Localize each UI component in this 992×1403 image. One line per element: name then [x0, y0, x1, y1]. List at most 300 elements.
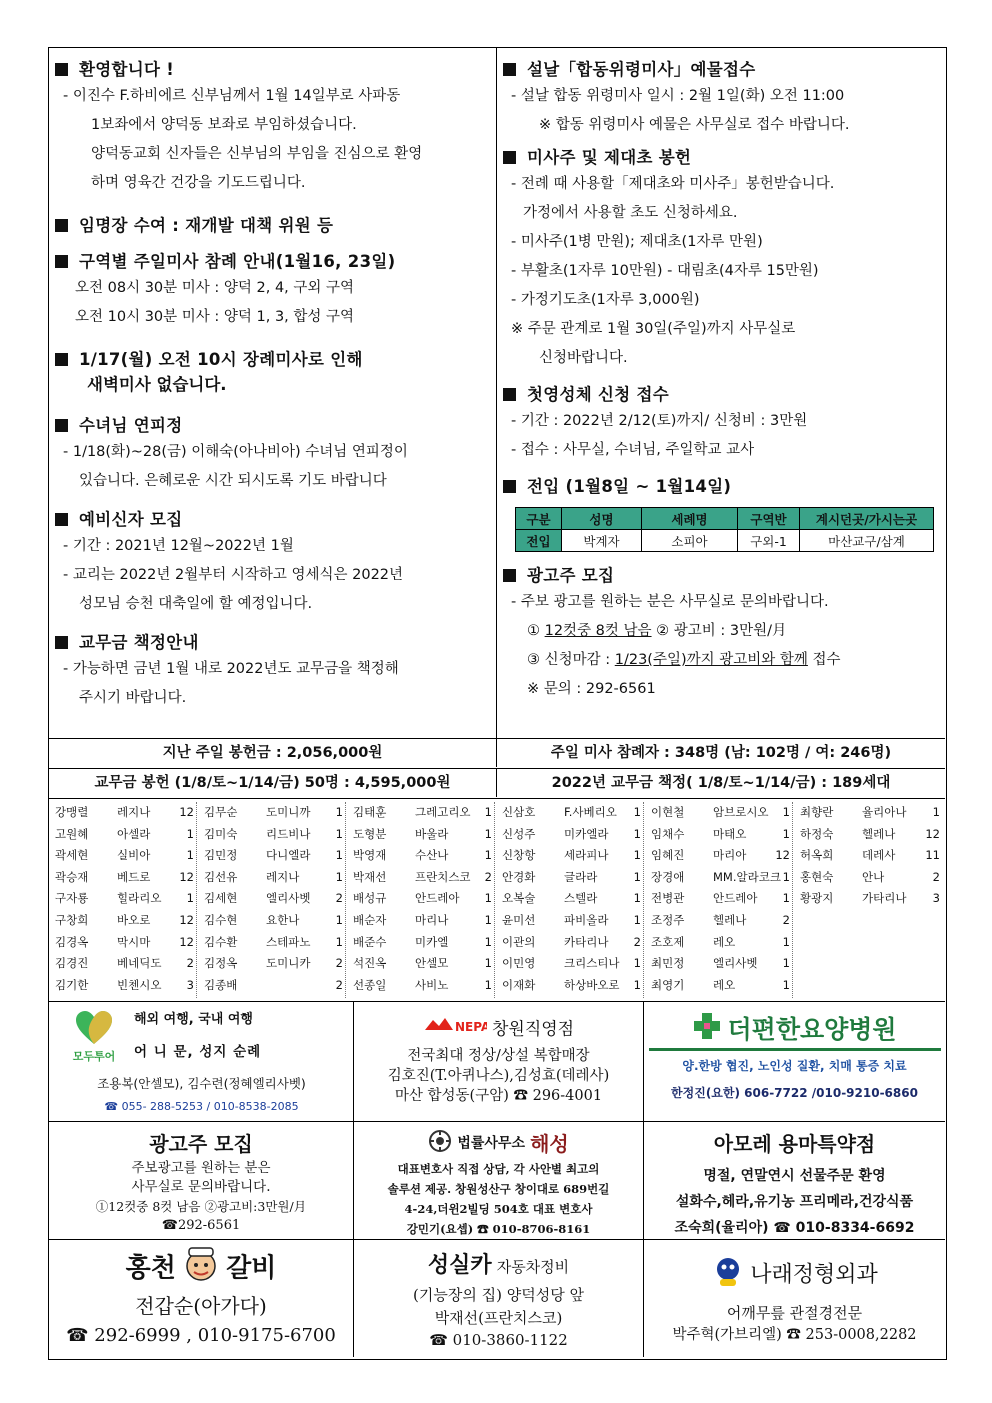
- table-header-row: [516, 508, 934, 530]
- donor-name: 윤미선: [502, 912, 536, 927]
- list-item: [347, 824, 494, 846]
- list-item: [496, 824, 643, 846]
- law-line: 대표변호사 직접 상담, 각 사안별 최고의: [397, 1162, 600, 1176]
- wine-candle-line: ※ 주문 관계로 1월 30일(주일)까지 사무실로: [511, 321, 796, 337]
- baptismal-name: 파비올라: [564, 912, 609, 927]
- galbi-brand-a: 홍천: [125, 1253, 176, 1284]
- donor-name: 곽세현: [55, 848, 89, 863]
- baptismal-name: 안드레아: [415, 891, 460, 906]
- clinic-title: 나래정형외과: [750, 1262, 878, 1288]
- baptismal-name: 마태오: [713, 826, 747, 841]
- donation-count: 1: [782, 891, 790, 906]
- catechumen-line: - 교리는 2022년 2월부터 시작하고 영세식은 2022년: [63, 567, 404, 583]
- car-line: ☎ 010-3860-1122: [429, 1331, 568, 1349]
- names-column: [496, 802, 644, 998]
- nepa-line: 마산 합성동(구암) ☎ 296-4001: [394, 1088, 603, 1104]
- donation-count: 1: [335, 934, 343, 949]
- ads-area: [49, 1001, 945, 1358]
- notice-area: [49, 48, 945, 738]
- modutour-people: 조용복(안셀모), 김수련(정혜엘리사벳): [97, 1076, 306, 1091]
- donor-name: 배순자: [353, 912, 387, 927]
- donation-count: 3: [186, 977, 194, 992]
- nepa-logo-text: NEPA: [454, 1020, 487, 1034]
- donation-count: 1: [186, 891, 194, 906]
- baptismal-name: 다니엘라: [266, 848, 311, 863]
- donation-count: 1: [484, 848, 492, 863]
- donor-name: 안경화: [502, 869, 536, 884]
- list-item: [496, 910, 643, 932]
- law-title-prefix: 법률사무소: [457, 1135, 525, 1152]
- donor-name: 박영재: [353, 848, 387, 863]
- donation-count: 3: [932, 891, 940, 906]
- dues-heading: 교무금 책정안내: [55, 631, 496, 655]
- ad-car-repair: [354, 1240, 644, 1357]
- donor-name: 김선유: [204, 869, 238, 884]
- list-item: [198, 888, 345, 910]
- ad-law-office: [354, 1122, 644, 1240]
- baptismal-name: 레오: [713, 934, 736, 949]
- district-mass-heading: 구역별 주일미사 참례 안내(1월16, 23일): [55, 250, 496, 274]
- list-item: [49, 888, 196, 910]
- square-bullet-icon: [55, 353, 68, 366]
- donation-count: 1: [782, 826, 790, 841]
- clinic-line: 어깨무릎 관절경전문: [726, 1304, 863, 1322]
- baptismal-name: 데레사: [862, 848, 896, 863]
- donor-name: 김정옥: [204, 956, 238, 971]
- donation-count: 2: [335, 891, 343, 906]
- donor-name: 석진옥: [353, 956, 387, 971]
- baptismal-name: 가타리나: [862, 891, 907, 906]
- donor-name: 구자룡: [55, 891, 89, 906]
- list-item: [794, 824, 942, 846]
- list-item: [496, 953, 643, 975]
- square-bullet-icon: [503, 480, 516, 493]
- list-item: [496, 932, 643, 954]
- donor-name: 배준수: [353, 934, 387, 949]
- donor-name: 황광지: [800, 891, 834, 906]
- table-header-cell: 구분: [516, 508, 562, 530]
- donor-name: 김경옥: [55, 934, 89, 949]
- baptismal-name: 마리아: [713, 848, 747, 863]
- donation-count: 1: [335, 912, 343, 927]
- right-column: [497, 48, 945, 738]
- donor-name: 최향란: [800, 805, 834, 819]
- list-item: [645, 932, 792, 954]
- donation-count: 1: [484, 826, 492, 841]
- list-item: [49, 975, 196, 997]
- hospital-line: 양.한방 협진, 노인성 질환, 치매 통증 치료: [682, 1059, 907, 1073]
- baptismal-name: 글라라: [564, 869, 598, 884]
- modutour-phone: ☎ 055- 288-5253 / 010-8538-2085: [104, 1100, 299, 1113]
- car-title: 성실카: [427, 1252, 492, 1278]
- donation-count: 1: [186, 848, 194, 863]
- donor-name: 김무순: [204, 805, 238, 819]
- baptismal-name: 엘리사벳: [266, 891, 311, 906]
- donation-count: 1: [484, 891, 492, 906]
- list-item: [347, 867, 494, 889]
- baptismal-name: 안셀모: [415, 956, 449, 971]
- wine-candle-line: - 미사주(1병 만원); 제대초(1자루 만원): [511, 234, 763, 250]
- table-header-cell: 구역반: [738, 508, 800, 530]
- nun-retreat-line: - 1/18(화)~28(금) 이해숙(아나비아) 수녀님 연피정이: [63, 444, 408, 460]
- donor-name: 고원혜: [55, 826, 89, 841]
- baptismal-name: 사비노: [415, 977, 449, 992]
- communion-line: - 기간 : 2022년 2/12(토)까지/ 신청비 : 3만원: [511, 413, 808, 429]
- left-column: [49, 48, 497, 738]
- baptismal-name: 베네딕도: [117, 956, 162, 971]
- table-header-cell: 세례명: [642, 508, 738, 530]
- donation-count: 1: [335, 869, 343, 884]
- baptismal-name: 크리스티나: [564, 956, 620, 971]
- car-line: 박재선(프란치스코): [434, 1309, 563, 1327]
- list-item: [198, 910, 345, 932]
- advertiser-line: 주보광고를 원하는 분은: [131, 1160, 271, 1176]
- baptismal-name: 바오로: [117, 912, 151, 927]
- baptismal-name: 아셀라: [117, 826, 151, 841]
- wine-candle-line: 신청바랍니다.: [539, 350, 628, 366]
- dues-line: - 가능하면 금년 1월 내로 2022년도 교무금을 책정해: [63, 661, 399, 677]
- nun-retreat-line: 있습니다. 은혜로운 시간 되시도록 기도 바랍니다: [79, 473, 387, 489]
- memorial-heading: 설날「합동위령미사」예물접수: [503, 58, 945, 82]
- square-bullet-icon: [55, 419, 68, 432]
- donor-name: 이민영: [502, 956, 536, 971]
- bulletin-page: [48, 47, 947, 1360]
- list-item: [49, 802, 196, 824]
- baptismal-name: 안드레아: [713, 891, 758, 906]
- baptismal-name: 미카엘: [415, 934, 449, 949]
- table-cell: 소피아: [642, 530, 738, 552]
- donor-name: 신창항: [502, 848, 536, 863]
- modutour-logo: [69, 1010, 119, 1064]
- nepa-line: 김호진(T.아퀴나스),김성효(데레사): [387, 1068, 610, 1084]
- donation-count: 1: [633, 977, 641, 992]
- table-cell: 구외-1: [738, 530, 800, 552]
- list-item: [645, 824, 792, 846]
- funeral-heading: 1/17(월) 오전 10시 장례미사로 인해: [55, 348, 496, 372]
- donation-count: 1: [484, 977, 492, 992]
- names-column: [794, 802, 942, 998]
- baptismal-name: 카타리나: [564, 934, 609, 949]
- square-bullet-icon: [55, 636, 68, 649]
- list-item: [198, 867, 345, 889]
- ad-nepa: [354, 1002, 644, 1122]
- amore-title: 아모레 용마특약점: [713, 1132, 876, 1156]
- donor-name: 김미숙: [204, 826, 238, 841]
- donor-name: 하정숙: [800, 826, 834, 841]
- hospital-title: 더편한요양병원: [727, 1015, 897, 1044]
- donation-count: 1: [484, 805, 492, 819]
- donation-count: 12: [179, 805, 194, 819]
- donor-name: 임혜진: [651, 848, 685, 863]
- donation-count: 12: [179, 934, 194, 949]
- table-row: [516, 530, 934, 552]
- hospital-phone: 한정진(요한) 606-7722 /010-9210-6860: [671, 1086, 918, 1100]
- medical-cross-icon: [692, 1011, 722, 1045]
- list-item: [49, 845, 196, 867]
- list-item: [794, 845, 942, 867]
- donation-count: 1: [633, 805, 641, 819]
- list-item: [645, 910, 792, 932]
- chef-mascot-icon: [181, 1246, 221, 1286]
- galbi-phone: ☎ 292-6999 , 010-9175-6700: [66, 1325, 336, 1346]
- donor-name: 박재선: [353, 869, 387, 884]
- clinic-mascot-icon: [711, 1254, 745, 1292]
- advertiser-line: ① 12컷중 8컷 남음 ② 광고비 : 3만원/月: [527, 623, 787, 639]
- ad-clinic: [644, 1240, 945, 1357]
- list-item: [347, 975, 494, 997]
- galbi-brand-b: 갈비: [226, 1253, 277, 1284]
- list-item: [794, 867, 942, 889]
- catechumen-heading: 예비신자 모집: [55, 508, 496, 532]
- law-line: 강민기(요셉) ☎ 010-8706-8161: [406, 1222, 591, 1236]
- list-item: [198, 802, 345, 824]
- donor-name: 구창희: [55, 912, 89, 927]
- donor-name: 이현철: [651, 805, 685, 819]
- list-item: [49, 867, 196, 889]
- table-header-cell: 계시던곳/가시는곳: [800, 508, 934, 530]
- square-bullet-icon: [55, 513, 68, 526]
- list-item: [347, 932, 494, 954]
- baptismal-name: 실비아: [117, 848, 151, 863]
- list-item: [496, 975, 643, 997]
- donation-count: 1: [484, 912, 492, 927]
- donation-count: 1: [633, 912, 641, 927]
- nepa-title: 창원직영점: [491, 1019, 575, 1040]
- advertiser-line: ※ 문의 : 292-6561: [527, 681, 656, 697]
- donation-count: 1: [633, 891, 641, 906]
- donation-count: 1: [782, 805, 790, 819]
- baptismal-name: 베드로: [117, 869, 151, 884]
- ad-galbi: [49, 1240, 354, 1357]
- modutour-line2: 어 니 문, 성지 순례: [134, 1044, 262, 1060]
- donation-count: 11: [925, 848, 940, 863]
- baptismal-name: 리드비나: [266, 826, 311, 841]
- list-item: [347, 888, 494, 910]
- donor-name: 강맹렬: [55, 805, 89, 819]
- square-bullet-icon: [503, 151, 516, 164]
- wine-candle-line: 가정에서 사용할 초도 신청하세요.: [523, 205, 738, 221]
- donation-count: 1: [484, 934, 492, 949]
- baptismal-name: 율리아나: [862, 805, 907, 819]
- donation-count: 2: [335, 956, 343, 971]
- names-column: [645, 802, 793, 998]
- district-mass-line: 오전 08시 30분 미사 : 양덕 2, 4, 구외 구역: [75, 280, 355, 296]
- donor-name: 전병관: [651, 891, 685, 906]
- list-item: [645, 845, 792, 867]
- donor-name: 이재화: [502, 977, 536, 992]
- square-bullet-icon: [503, 569, 516, 582]
- donation-count: 1: [633, 826, 641, 841]
- donor-name: 최민정: [651, 956, 685, 971]
- donor-name: 김수현: [204, 912, 238, 927]
- list-item: [198, 932, 345, 954]
- summary-row-2: [49, 768, 945, 798]
- list-item: [496, 888, 643, 910]
- baptismal-name: 스테파노: [266, 934, 311, 949]
- list-item: [347, 910, 494, 932]
- donor-name: 배성규: [353, 891, 387, 906]
- donation-count: 12: [925, 826, 940, 841]
- car-subtitle: 자동차정비: [496, 1258, 570, 1276]
- baptismal-name: 빈첸시오: [117, 977, 162, 992]
- list-item: [347, 845, 494, 867]
- list-item: [49, 932, 196, 954]
- wine-candle-line: - 가정기도초(1자루 3,000원): [511, 292, 700, 308]
- donor-name: 김경진: [55, 956, 89, 971]
- ad-hospital: [644, 1002, 945, 1122]
- donation-count: 2: [186, 956, 194, 971]
- list-item: [198, 824, 345, 846]
- heart-logo-icon: [74, 1010, 114, 1046]
- names-column: [49, 802, 197, 998]
- donation-count: 12: [179, 912, 194, 927]
- baptismal-name: 레오: [713, 977, 736, 992]
- welcome-line: 하며 영육간 건강을 기도드립니다.: [91, 175, 306, 191]
- baptismal-name: 그레고리오: [415, 805, 471, 819]
- donation-count: 1: [633, 848, 641, 863]
- nun-retreat-heading: 수녀님 연피정: [55, 414, 496, 438]
- baptismal-name: 엘리사벳: [713, 956, 758, 971]
- donor-name: 허옥희: [800, 848, 834, 863]
- amore-line: 설화수,헤라,유기농 프리메라,건강식품: [675, 1194, 914, 1210]
- nepa-line: 전국최대 정상/상설 복합매장: [407, 1048, 590, 1064]
- donor-name: 김수환: [204, 934, 238, 949]
- donor-name: 장경애: [651, 869, 685, 884]
- donation-count: 12: [775, 848, 790, 863]
- welcome-line: 1보좌에서 양덕동 보좌로 부임하셨습니다.: [91, 117, 357, 133]
- donation-count: 2: [335, 977, 343, 992]
- baptismal-name: 하상바오로: [564, 977, 620, 992]
- advertiser-title: 광고주 모집: [149, 1132, 253, 1156]
- list-item: [49, 824, 196, 846]
- law-line: 4-24,더윈2빌딩 504호 대표 변호사: [404, 1202, 593, 1216]
- funeral-heading-line2: 새벽미사 없습니다.: [87, 375, 227, 394]
- communion-heading: 첫영성체 신청 접수: [503, 383, 945, 407]
- dues-offering: 교무금 봉헌 (1/8/토~1/14/금) 50명 : 4,595,000원: [49, 769, 497, 797]
- galbi-owner: 전갑순(아가다): [135, 1294, 267, 1318]
- donation-count: 2: [932, 869, 940, 884]
- baptismal-name: 도미니까: [266, 805, 311, 819]
- names-column: [347, 802, 495, 998]
- car-line: (기능장의 집) 양덕성당 앞: [413, 1286, 584, 1304]
- baptismal-name: MM.알라코크: [713, 869, 781, 884]
- baptismal-name: 레지나: [117, 805, 151, 819]
- donor-name: 임채수: [651, 826, 685, 841]
- square-bullet-icon: [55, 255, 68, 268]
- communion-line: - 접수 : 사무실, 수녀님, 주일학교 교사: [511, 442, 755, 458]
- nepa-logo-icon: [423, 1014, 487, 1040]
- donor-name: 김민정: [204, 848, 238, 863]
- amore-line: 조숙희(율리아) ☎ 010-8334-6692: [674, 1220, 915, 1236]
- donation-count: 2: [782, 912, 790, 927]
- list-item: [645, 802, 792, 824]
- list-item: [347, 802, 494, 824]
- appointment-heading: 임명장 수여 : 재개발 대책 위원 등: [55, 214, 496, 238]
- donor-names-grid: [49, 798, 945, 1001]
- amore-line: 명절, 연말연시 선물주문 환영: [703, 1168, 886, 1184]
- ad-advertiser-recruit: [49, 1122, 354, 1240]
- baptismal-name: 헬레나: [713, 912, 747, 927]
- donation-count: 2: [633, 934, 641, 949]
- donor-name: 홍현숙: [800, 869, 834, 884]
- donor-name: 이관의: [502, 934, 536, 949]
- donor-name: 최영기: [651, 977, 685, 992]
- baptismal-name: 스텔라: [564, 891, 598, 906]
- dues-line: 주시기 바랍니다.: [79, 690, 187, 706]
- donor-name: 조호제: [651, 934, 685, 949]
- donor-name: 김종배: [204, 977, 238, 992]
- baptismal-name: 헬레나: [862, 826, 896, 841]
- wine-candle-line: - 부활초(1자루 10만원) - 대림초(4자루 15만원): [511, 263, 819, 279]
- list-item: [645, 975, 792, 997]
- ad-amore: [644, 1122, 945, 1240]
- memorial-line: - 설날 합동 위령미사 일시 : 2월 1일(화) 오전 11:00: [511, 88, 845, 104]
- donation-count: 1: [335, 826, 343, 841]
- transfer-table: [515, 507, 934, 552]
- donation-count: 1: [782, 977, 790, 992]
- donor-name: 곽승재: [55, 869, 89, 884]
- wine-candle-line: - 전례 때 사용할「제대초와 미사주」봉헌받습니다.: [511, 176, 835, 192]
- baptismal-name: F.사베리오: [564, 805, 617, 819]
- donation-count: 1: [335, 848, 343, 863]
- law-title-name: 해성: [530, 1132, 569, 1156]
- welcome-line: 양덕동교회 신자들은 신부님의 부임을 진심으로 환영: [91, 146, 423, 162]
- baptismal-name: 요한나: [266, 912, 300, 927]
- square-bullet-icon: [55, 219, 68, 232]
- donation-count: 1: [633, 869, 641, 884]
- donor-name: 신삼호: [502, 805, 536, 819]
- list-item: [198, 845, 345, 867]
- donation-count: 1: [633, 956, 641, 971]
- baptismal-name: 도미니카: [266, 956, 311, 971]
- donor-name: 오복술: [502, 891, 536, 906]
- donation-count: 1: [782, 869, 790, 884]
- baptismal-name: 안나: [862, 869, 885, 884]
- baptismal-name: 마리나: [415, 912, 449, 927]
- table-cell: 전입: [516, 530, 562, 552]
- table-cell: 마산교구/삼계: [800, 530, 934, 552]
- catechumen-line: - 기간 : 2021년 12월~2022년 1월: [63, 538, 294, 554]
- list-item: [198, 975, 345, 997]
- advertiser-line: - 주보 광고를 원하는 분은 사무실로 문의바랍니다.: [511, 594, 829, 610]
- square-bullet-icon: [55, 63, 68, 76]
- baptismal-name: 수산나: [415, 848, 449, 863]
- list-item: [794, 888, 942, 910]
- square-bullet-icon: [503, 63, 516, 76]
- welcome-line: - 이진수 F.하비에르 신부님께서 1월 14일부로 사파동: [63, 88, 401, 104]
- baptismal-name: 바울라: [415, 826, 449, 841]
- donation-count: 1: [932, 805, 940, 819]
- baptismal-name: 세라피나: [564, 848, 609, 863]
- ad-modutour: [49, 1002, 354, 1122]
- memorial-line: ※ 합동 위령미사 예물은 사무실로 접수 바랍니다.: [539, 117, 850, 133]
- donation-count: 1: [782, 934, 790, 949]
- donor-name: 김기한: [55, 977, 89, 992]
- donation-count: 1: [335, 805, 343, 819]
- advertiser-line: 사무실로 문의바랍니다.: [131, 1179, 271, 1195]
- baptismal-name: 암브로시오: [713, 805, 769, 819]
- list-item: [645, 953, 792, 975]
- list-item: [496, 845, 643, 867]
- table-header-cell: 성명: [562, 508, 642, 530]
- donation-count: 1: [186, 826, 194, 841]
- catechumen-line: 성모님 승천 대축일에 할 예정입니다.: [79, 596, 313, 612]
- table-cell: 박계자: [562, 530, 642, 552]
- summary-row-1: [49, 738, 945, 768]
- donor-name: 조정주: [651, 912, 685, 927]
- modutour-brand: 모두투어: [72, 1050, 116, 1063]
- list-item: [49, 953, 196, 975]
